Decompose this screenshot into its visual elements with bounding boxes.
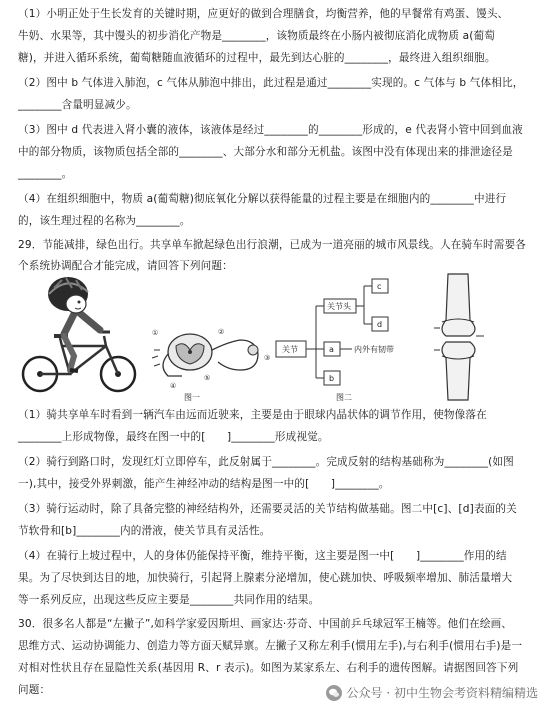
joint-structure-chart	[276, 279, 394, 402]
node-b: b	[329, 374, 335, 383]
q29-part2-line1: （2）骑行到路口时，发现红灯立即停车，此反射属于________。完成反射的结构基础称为________(如图	[18, 456, 514, 468]
q28-part4-line1: （4）在组织细胞中，物质 a(葡萄糖)彻底氧化分解以获得能量的过程主要是在细胞内的________中进行	[18, 193, 507, 205]
q30-line4: 问题：	[18, 684, 51, 696]
knee-joint-illustration	[434, 274, 484, 400]
fig1-label: 图一	[184, 393, 200, 402]
q29-part1-line2: ________上形成物像，最终在图一中的[ ]________形成视觉。	[18, 431, 329, 443]
q28-part3-line2: 中的部分物质，该物质包括全部的________、大部分水和部分无机盐。该图中没有体现出来的排泄途径是	[18, 146, 513, 158]
q29-part4-line1: （4）在骑行上坡过程中，人的身体仍能保持平衡，维持平衡，这主要是图一中[ ]________作用的结	[18, 550, 507, 562]
q28-part2-line2: ________含量明显减少。	[18, 99, 137, 111]
q29-part3-line2: 节软骨和[b]________内的滑液，使关节具有灵活性。	[18, 525, 271, 537]
q29-intro-line2: 个系统协调配合才能完成，请回答下列问题：	[18, 260, 233, 272]
svg-text:①: ①	[152, 329, 159, 337]
fig2-label: 图二	[336, 393, 352, 402]
q29-part4-line2: 果。为了尽快到达目的地，加快骑行，引起肾上腺素分泌增加，使心跳加快、呼吸频率增加、肺活量增大	[18, 572, 513, 584]
node-inner-ligament: 内外有韧带	[354, 345, 394, 354]
wechat-icon	[326, 685, 342, 701]
node-d: d	[377, 320, 383, 329]
q29-part1-line1: （1）骑共享单车时看到一辆汽车由远而近驶来，主要是由于眼球内晶状体的调节作用，使物像落在	[18, 409, 487, 421]
q29-part4-line3: 等一系列反应，出现这些反应主要是________共同作用的结果。	[18, 594, 320, 606]
q28-part1-line2: 牛奶、水果等，其中馒头的初步消化产物是________，该物质最终在小肠内被彻底消化成物质 a(葡萄	[18, 30, 496, 42]
q28-part4-line2: 的，该生理过程的名称为________。	[18, 215, 191, 227]
svg-text:⑤: ⑤	[204, 374, 211, 382]
q28-part3-line3: ________。	[18, 168, 73, 180]
q29-intro-line1: 29．节能减排，绿色出行。共享单车掀起绿色出行浪潮，已成为一道亮丽的城市风景线。人在骑车时需要各	[18, 239, 526, 251]
cyclist-illustration	[23, 277, 135, 391]
svg-text:③: ③	[264, 354, 271, 362]
q29-figure	[18, 270, 538, 405]
svg-text:②: ②	[218, 328, 225, 336]
reflex-arc-diagram	[152, 328, 270, 402]
q28-part1-line3: 糖)，并进入循环系统，葡萄糖随血液循环的过程中，最先到达心脏的________，最终进入组织细胞。	[18, 52, 496, 64]
svg-text:④: ④	[170, 382, 177, 390]
wechat-watermark	[326, 684, 538, 701]
q30-line1: 30．很多名人都是“左撇子”,如科学家爱因斯坦、画家达·芬奇、中国前乒乓球冠军王楠等。他们在绘画、	[18, 618, 513, 630]
watermark-text: 公众号 · 初中生物会考资料精编精选	[346, 686, 538, 700]
q29-part2-line2: 一),其中，接受外界刺激，能产生神经冲动的结构是图一中的[ ]________。	[18, 478, 390, 490]
node-guanjie: 关节	[282, 345, 298, 354]
q28-part1-line1: （1）小明正处于生长发育的关键时期，应更好的做到合理膳食，均衡营养，他的早餐常有鸡蛋、馒头、	[18, 8, 509, 20]
node-a: a	[329, 345, 334, 354]
q30-line2: 思维方式、运动协调能力、创造力等方面天赋异禀。左撇子又称左利手(惯用左手),与右利手(惯用右手)是一	[18, 640, 523, 652]
q28-part2-line1: （2）图中 b 气体进入肺泡，c 气体从肺泡中排出，此过程是通过________实现的。c 气体与 b 气体相比，	[18, 77, 524, 89]
node-guanjietou: 关节头	[327, 302, 351, 311]
node-c: c	[377, 282, 382, 291]
q28-part3-line1: （3）图中 d 代表进入肾小囊的液体，该液体是经过________的________形成的，e 代表肾小管中回到血液	[18, 124, 523, 136]
q29-part3-line1: （3）骑行运动时，除了具备完整的神经结构外，还需要灵活的关节结构做基础。图二中[c]、[d]表面的关	[18, 503, 517, 515]
q30-line3: 对相对性状且存在显隐性关系(基因用 R、r 表示)。如图为某家系左、右利手的遗传图解。请据图回答下列	[18, 662, 519, 674]
